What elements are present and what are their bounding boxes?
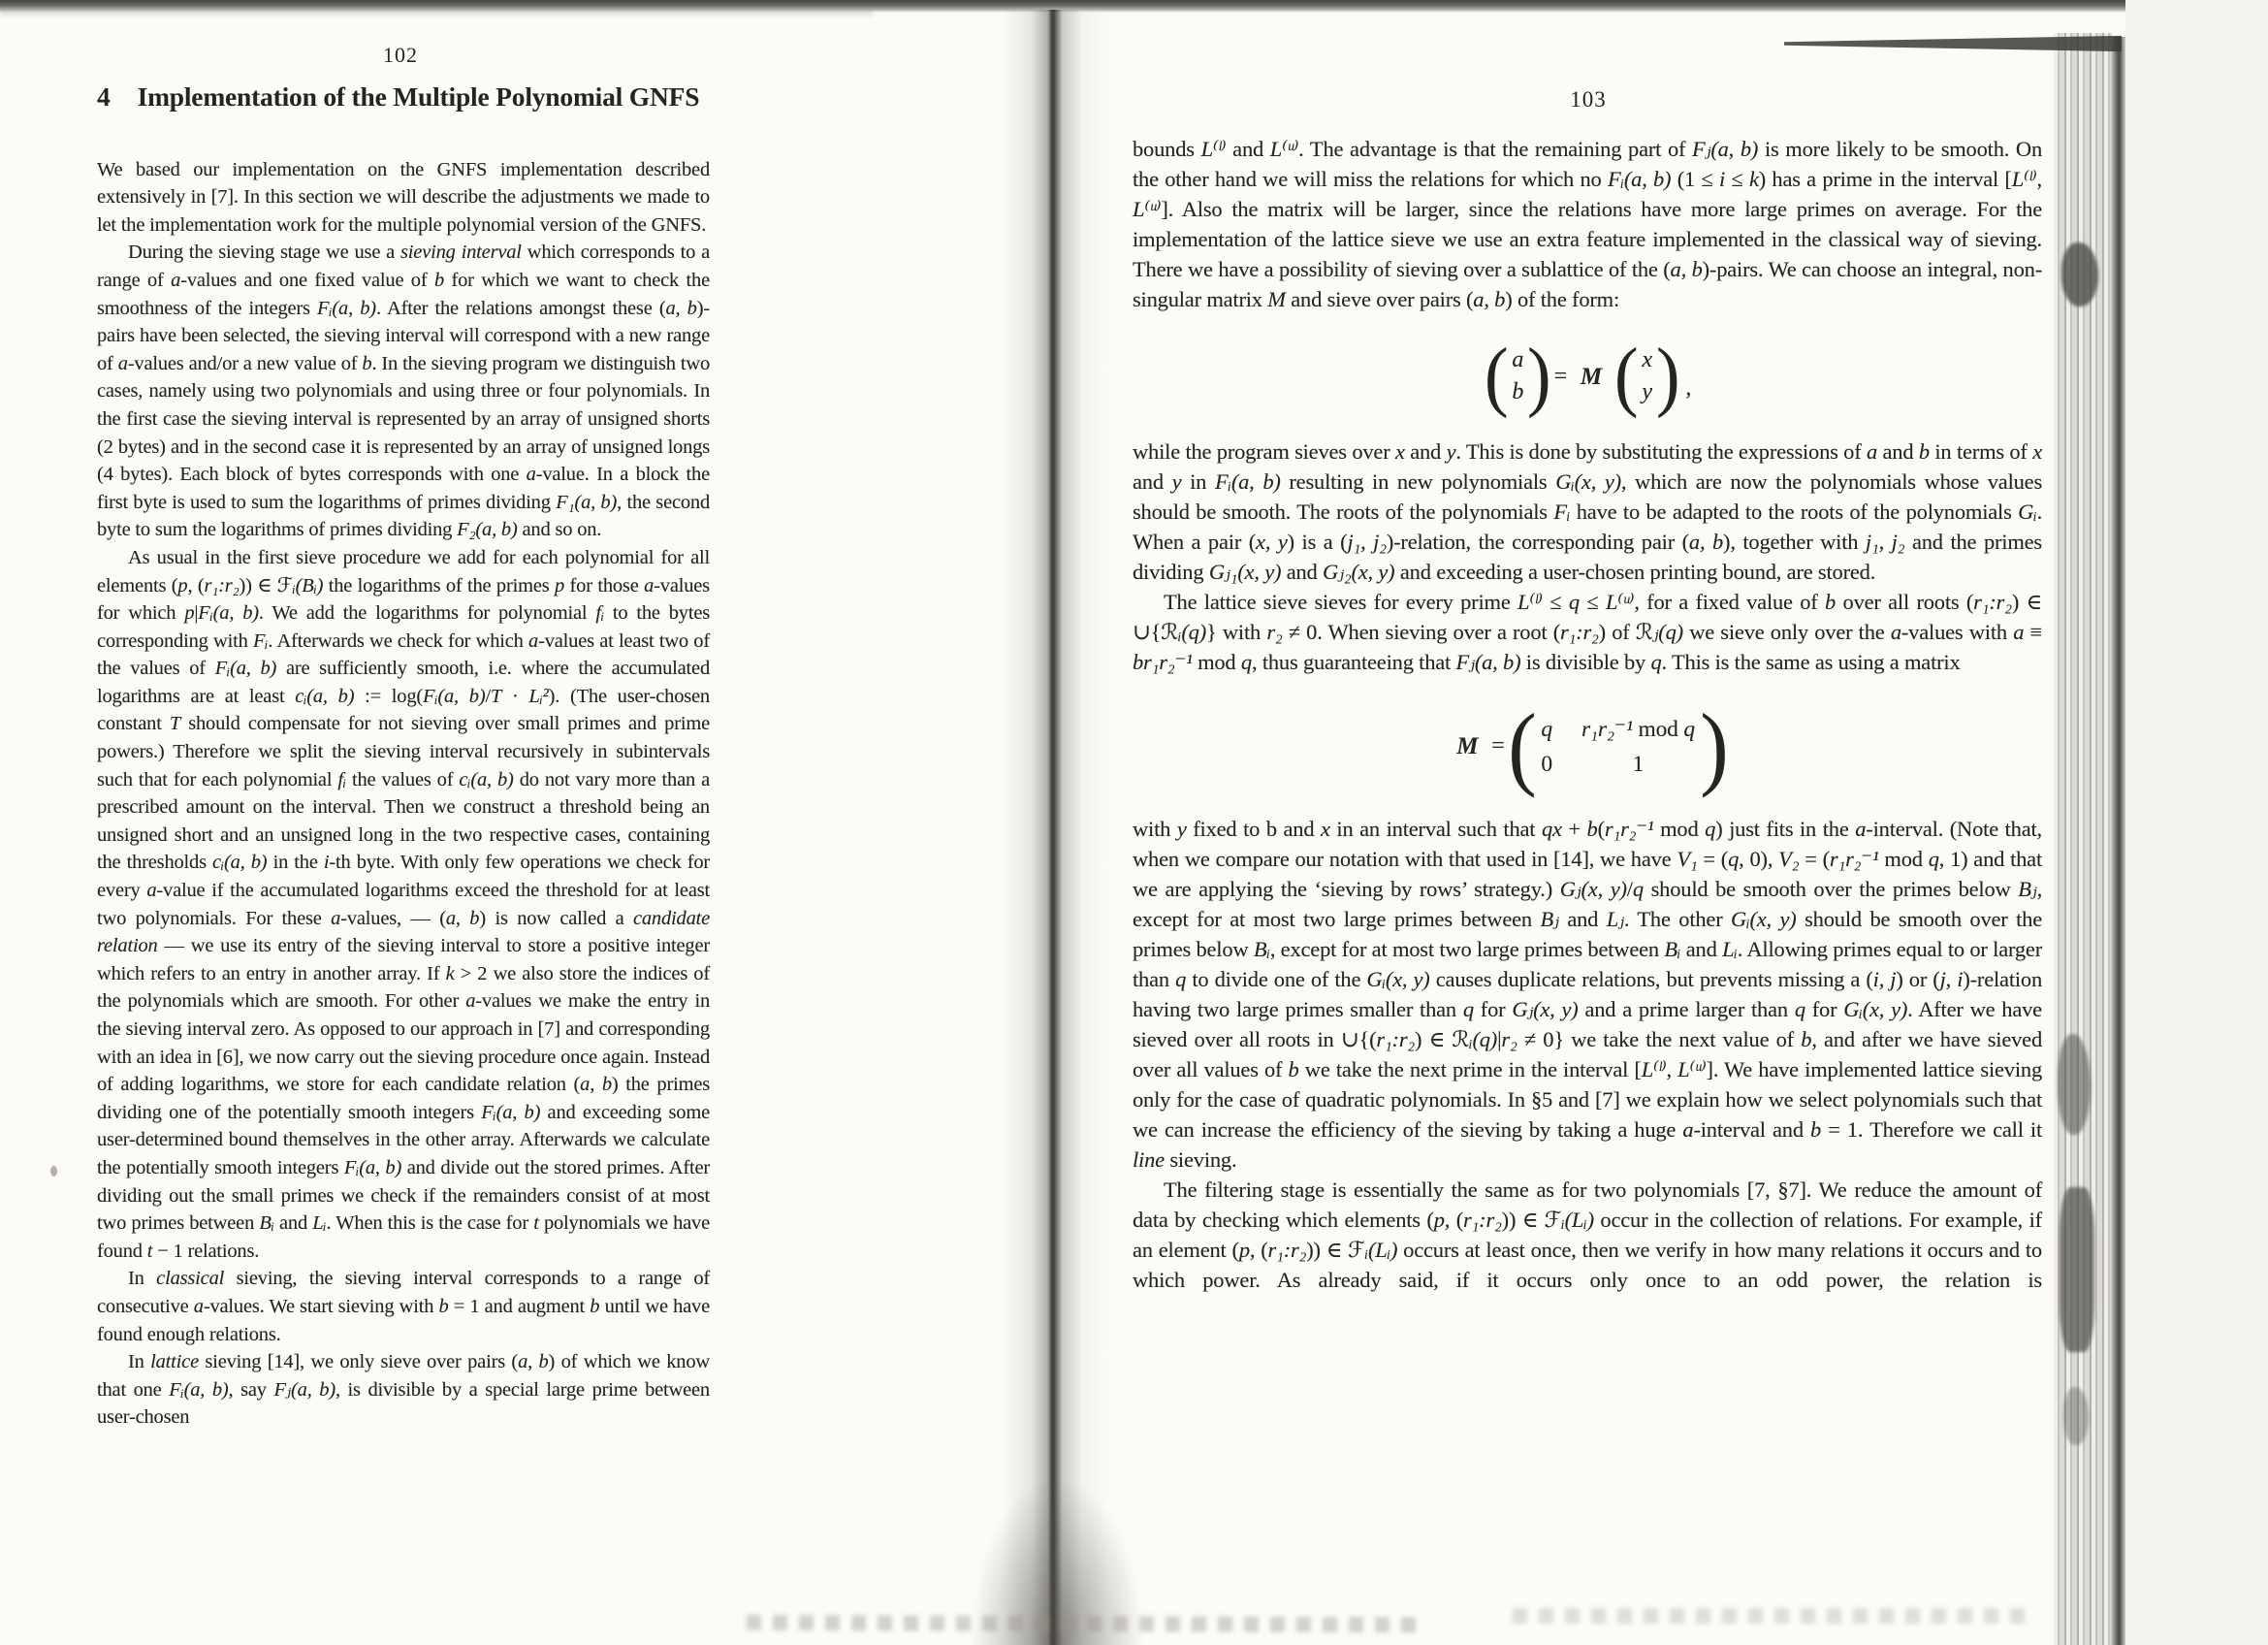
bleed-through-text-ghost: [747, 1615, 1416, 1632]
left-parenthesis: (: [1614, 334, 1639, 419]
vector-ab: [1509, 344, 1526, 408]
paragraph: while the program sieves over x and y. This is done by substituting the expressions of a and b in terms of x and y in Fᵢ(a, b) resulting in new polynomials Gᵢ(x, y), which are now the polynomials whose values should be smooth. The roots of the polynomials Fᵢ have to be adapted to the roots of the polynomials Gᵢ. When a pair (x, y) is a (j₁, j₂)-relation, the corresponding pair (a, b), together with j₁, j₂ and the primes dividing Gⱼ₁(x, y) and Gⱼ₂(x, y) and exceeding a user-chosen printing bound, are stored.: [1133, 439, 2043, 584]
scanner-bed-margin: [2125, 0, 2268, 1645]
right-parenthesis: ): [1700, 694, 1729, 798]
matrix-symbol-M: M: [1580, 363, 1602, 390]
paragraph: In lattice sieving [14], we only sieve over pairs (a, b) of which we know that one Fᵢ(a, b), say Fⱼ(a, b), is divisible by a special large prime between user-chosen: [97, 1351, 711, 1429]
left-page-number: 102: [383, 43, 418, 67]
scanner-top-edge: [0, 0, 2268, 13]
matrix-2x2: [1537, 713, 1699, 781]
vector-entry: x: [1642, 347, 1652, 372]
matrix-symbol-M: M: [1456, 733, 1479, 760]
vector-entry: y: [1642, 379, 1652, 404]
section-title: Implementation of the Multiple Polynomial GNFS: [137, 81, 700, 112]
paragraph: bounds L⁽ˡ⁾ and L⁽ᵘ⁾. The advantage is that the remaining part of Fⱼ(a, b) is more likely to be smooth. On the other hand we will miss the relations for which no Fᵢ(a, b) (1 ≤ i ≤ k) has a prime in the interval [L⁽ˡ⁾, L⁽ᵘ⁾]. Also the matrix will be larger, since the relations have more large primes on average. For the implementation of the lattice sieve we use an extra feature implemented in the classical way of sieving. There we have a possibility of sieving over a sublattice of the (a, b)-pairs. We can choose an integral, non-singular matrix M and sieve over pairs (a, b) of the form:: [1133, 137, 2043, 311]
bleed-through-text-ghost: [1513, 1608, 2036, 1624]
left-page-text-column: [97, 83, 710, 1432]
vector-entry: b: [1512, 379, 1524, 404]
margin-ink-dot: [50, 1166, 57, 1177]
right-page-text-column: [1133, 134, 2042, 1295]
section-number: 4: [97, 81, 111, 112]
vector-entry: a: [1512, 347, 1524, 372]
paragraph: The lattice sieve sieves for every prime L⁽ˡ⁾ ≤ q ≤ L⁽ᵘ⁾, for a fixed value of b over all roots (r₁:r₂) ∈ ∪{ℛᵢ(q)} with r₂ ≠ 0. When sieving over a root (r₁:r₂) of ℛⱼ(q) we sieve only over the a-values with a ≡ br₁r₂⁻¹ mod q, thus guaranteeing that Fⱼ(a, b) is divisible by q. This is the same as using a matrix: [1133, 590, 2043, 674]
vector-xy: [1639, 344, 1654, 408]
page-edge-streaks: [2054, 33, 2112, 1645]
right-parenthesis: ): [1655, 334, 1680, 419]
equals-sign: =: [1553, 363, 1567, 389]
equals-sign: =: [1491, 733, 1505, 759]
left-parenthesis: (: [1507, 694, 1537, 798]
lattice-matrix-equation: [1133, 694, 2042, 798]
edge-ink-smudge: [2058, 1034, 2091, 1135]
left-parenthesis: (: [1484, 334, 1509, 419]
edge-stamp-smudge: [2060, 1187, 2094, 1352]
paragraph: In classical sieving, the sieving interval corresponds to a range of consecutive a-values. We start sieving with b = 1 and augment b until we have found enough relations.: [97, 1268, 711, 1345]
book-gutter-shadow-bottom: [970, 1474, 1144, 1645]
paragraph: As usual in the first sieve procedure we add for each polynomial for all elements (p, (r₁:r₂)) ∈ ℱᵢ(Bᵢ) the logarithms of the primes p for those a-values for which p|Fᵢ(a, b). We add the logarithms for polynomial fᵢ to the bytes corresponding with Fᵢ. Afterwards we check for which a-values at least two of the values of Fᵢ(a, b) are sufficiently smooth, i.e. where the accumulated logarithms are at least cᵢ(a, b) := log(Fᵢ(a, b)/T · Lᵢ²). (The user-chosen constant T should compensate for not sieving over small primes and prime powers.) Therefore we split the sieving interval recursively in subintervals such that for each polynomial fᵢ the values of cᵢ(a, b) do not vary more than a prescribed amount on the interval. Then we construct a threshold being an unsigned short and an unsigned long in the two respective cases, containing the thresholds cᵢ(a, b) in the i-th byte. With only few operations we check for every a-value if the accumulated logarithms exceed the threshold for at least two polynomials. For these a-values, — (a, b) is now called a candidate relation — we use its entry of the sieving interval to store a positive integer which refers to an entry in another array. If k > 2 we also store the indices of the polynomials which are smooth. For other a-values we make the entry in the sieving interval zero. As opposed to our approach in [7] and corresponding with an idea in [6], we now carry out the sieving procedure once again. Instead of adding logarithms, we store for each candidate relation (a, b) the primes dividing one of the potentially smooth integers Fᵢ(a, b) and exceeding some user-determined bound themselves in the other array. Afterwards we calculate the potentially smooth integers Fᵢ(a, b) and divide out the stored primes. After dividing out the small primes we check if the remainders consist of at most two primes between Bᵢ and Lᵢ. When this is the case for t polynomials we have found t − 1 relations.: [97, 546, 711, 1262]
paragraph: During the sieving stage we use a sieving interval which corresponds to a range of a-values and one fixed value of b for which we want to check the smoothness of the integers Fᵢ(a, b). After the relations amongst these (a, b)-pairs have been selected, the sieving interval will correspond with a new range of a-values and/or a new value of b. In the sieving program we distinguish two cases, namely using two polynomials and using three or four polynomials. In the first case the sieving interval is represented by an array of unsigned shorts (2 bytes) and in the second case it is represented by an array of unsigned longs (4 bytes). Each block of bytes corresponds with one a-value. In a block the first byte is used to sum the logarithms of primes dividing F₁(a, b), the second byte to sum the logarithms of primes dividing F₂(a, b) and so on.: [97, 242, 711, 541]
vector-transform-equation: [1133, 334, 2042, 419]
matrix-cell: r₁r₂⁻¹ mod q: [1581, 716, 1695, 742]
book-gutter-shadow: [1003, 10, 1107, 1645]
scanner-top-shadow: [0, 10, 873, 16]
paragraph: with y fixed to b and x in an interval such that qx + b(r₁r₂⁻¹ mod q) just fits in the a-interval. (Note that, when we compare our notation with that used in [14], we have V₁ = (q, 0), V₂ = (r₁r₂⁻¹ mod q, 1) and that we are applying the ‘sieving by rows’ strategy.) Gⱼ(x, y)/q should be smooth over the primes below Bⱼ, except for at most two large primes between Bⱼ and Lⱼ. The other Gᵢ(x, y) should be smooth over the primes below Bᵢ, except for at most two large primes between Bᵢ and Lᵢ. Allowing primes equal to or larger than q to divide one of the Gᵢ(x, y) causes duplicate relations, but prevents missing a (i, j) or (j, i)-relation having two large primes smaller than q for Gⱼ(x, y) and a prime larger than q for Gᵢ(x, y). After we have sieved over all roots in ∪{(r₁:r₂) ∈ ℛᵢ(q)|r₂ ≠ 0} we take the next value of b, and after we have sieved over all values of b we take the next prime in the interval [L⁽ˡ⁾, L⁽ᵘ⁾]. We have implemented lattice sieving only for the case of quadratic polynomials. In §5 and [7] we explain how we select polynomials such that we can increase the efficiency of the sieving by taking a huge a-interval and b = 1. Therefore we call it line sieving.: [1133, 817, 2043, 1173]
paragraph: We based our implementation on the GNFS implementation described extensively in [7]. In this section we will describe the adjustments we made to let the implementation work for the multiple polynomial version of the GNFS.: [97, 158, 710, 236]
paragraph: The filtering stage is essentially the same as for two polynomials [7, §7]. We reduce the amount of data by checking which elements (p, (r₁:r₂)) ∈ ℱᵢ(Lᵢ) occur in the collection of relations. For example, if an element (p, (r₁:r₂)) ∈ ℱᵢ(Lᵢ) occurs at least once, then we verify in how many relations it occurs and to which power. As already said, if it occurs only once to an odd power, the relation is: [1133, 1177, 2042, 1293]
matrix-cell: q: [1541, 716, 1552, 742]
book-cover-edge: [2110, 37, 2125, 1645]
matrix-cell: 0: [1541, 751, 1552, 777]
matrix-cell: 1: [1632, 751, 1645, 777]
edge-ink-smudge: [2061, 242, 2098, 306]
edge-ink-smudge: [2063, 1387, 2089, 1445]
right-page-number: 103: [1570, 87, 1607, 112]
right-parenthesis: ): [1527, 334, 1551, 419]
page-top-edge-shadow: [1784, 35, 2122, 52]
trailing-comma: ,: [1685, 375, 1692, 401]
section-heading: [97, 83, 710, 112]
